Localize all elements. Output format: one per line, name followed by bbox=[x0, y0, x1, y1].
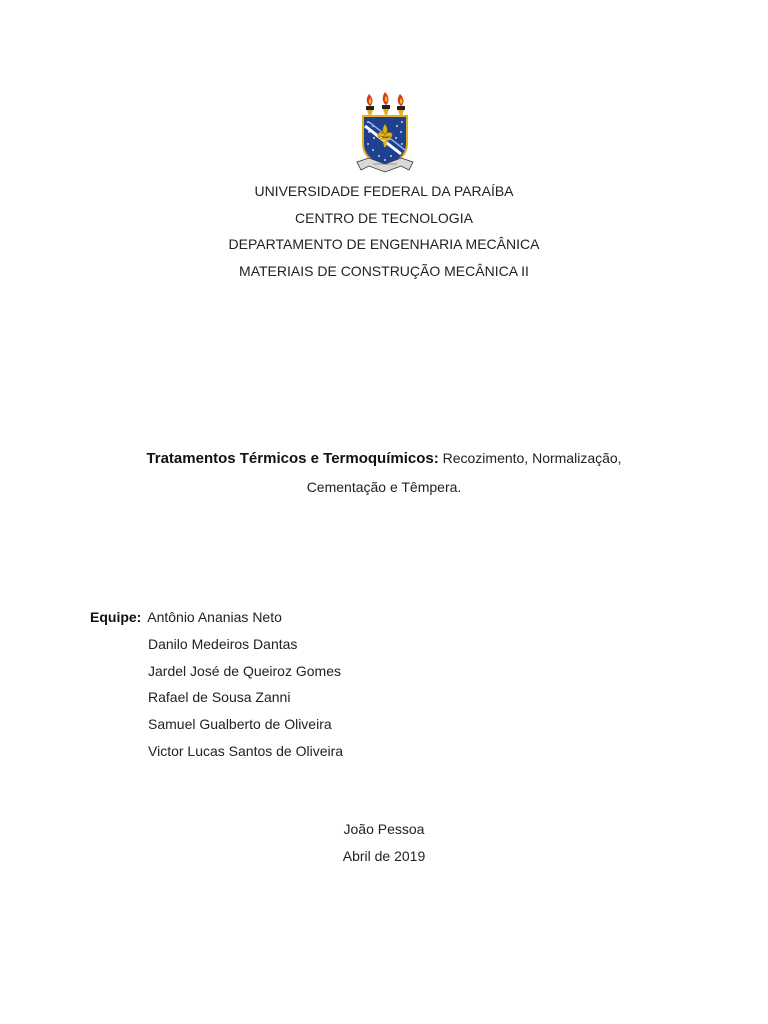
team-member: Samuel Gualberto de Oliveira bbox=[148, 716, 332, 733]
city: João Pessoa bbox=[343, 821, 425, 837]
team-member: Jardel José de Queiroz Gomes bbox=[148, 662, 341, 679]
title-line-2: Cementação e Têmpera. bbox=[306, 479, 462, 495]
title-bold-part: Tratamentos Térmicos e Termoquímicos: bbox=[146, 450, 439, 467]
document-title bbox=[0, 444, 768, 501]
department-name: DEPARTAMENTO DE ENGENHARIA MECÂNICA bbox=[228, 236, 540, 252]
title-line-1 bbox=[146, 450, 621, 466]
team-member: Rafael de Sousa Zanni bbox=[148, 689, 291, 706]
title-subtopics-part: Recozimento, Normalização, bbox=[438, 450, 622, 466]
course-name: MATERIAIS DE CONSTRUÇÃO MECÂNICA II bbox=[239, 262, 529, 279]
team-member: Victor Lucas Santos de Oliveira bbox=[148, 742, 344, 759]
team-member: Danilo Medeiros Dantas bbox=[148, 635, 298, 652]
date: Abril de 2019 bbox=[342, 848, 426, 864]
university-name: UNIVERSIDADE FEDERAL DA PARAÍBA bbox=[254, 183, 514, 199]
team-first-row bbox=[90, 604, 343, 631]
center-name: CENTRO DE TECNOLOGIA bbox=[295, 209, 473, 226]
place-and-date bbox=[0, 816, 768, 870]
ufpb-coat-of-arms-icon bbox=[355, 92, 415, 176]
team-member: Antônio Ananias Neto bbox=[147, 609, 282, 625]
team-label: Equipe: bbox=[90, 609, 142, 625]
team-list bbox=[90, 604, 343, 765]
institution-header bbox=[0, 178, 768, 284]
